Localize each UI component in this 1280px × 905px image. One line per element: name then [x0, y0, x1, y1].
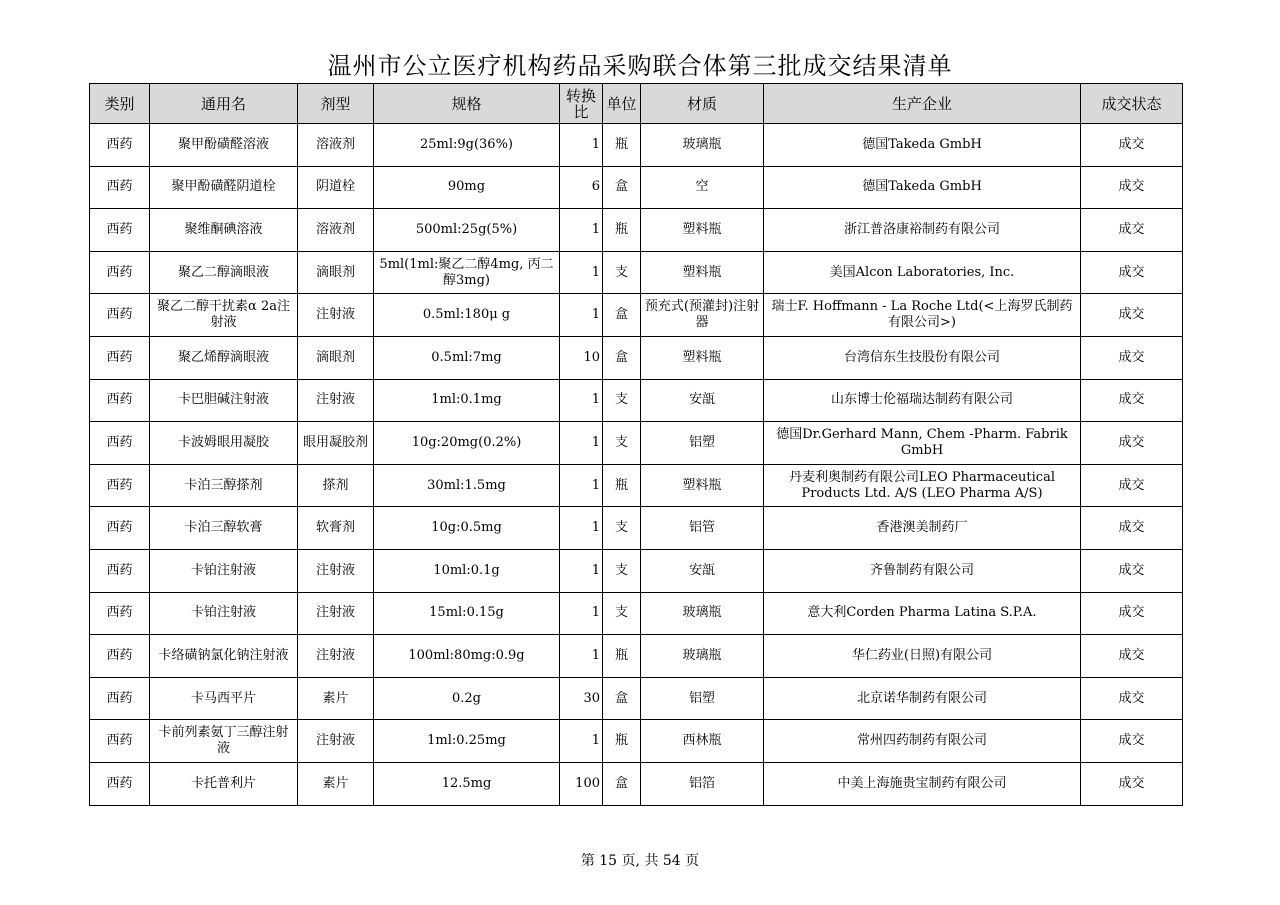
cell-conversion-ratio: 1	[560, 720, 603, 763]
cell-dosage-form: 滴眼剂	[298, 336, 374, 379]
header-dosage-form: 剂型	[298, 84, 374, 124]
cell-category: 西药	[90, 251, 150, 294]
cell-specification: 0.2g	[374, 677, 560, 720]
cell-material: 空	[641, 166, 764, 209]
cell-dosage-form: 素片	[298, 762, 374, 805]
cell-specification: 0.5ml:7mg	[374, 336, 560, 379]
cell-specification: 25ml:9g(36%)	[374, 124, 560, 167]
cell-specification: 1ml:0.1mg	[374, 379, 560, 422]
cell-generic-name: 聚乙二醇干扰素α 2a注射液	[150, 294, 298, 337]
cell-material: 铝箔	[641, 762, 764, 805]
cell-material: 玻璃瓶	[641, 124, 764, 167]
cell-specification: 15ml:0.15g	[374, 592, 560, 635]
cell-conversion-ratio: 6	[560, 166, 603, 209]
cell-conversion-ratio: 100	[560, 762, 603, 805]
cell-unit: 盒	[603, 166, 641, 209]
cell-unit: 瓶	[603, 124, 641, 167]
cell-specification: 0.5ml:180μ g	[374, 294, 560, 337]
cell-manufacturer: 德国Dr.Gerhard Mann, Chem -Pharm. Fabrik GmbH	[764, 422, 1081, 465]
cell-dosage-form: 滴眼剂	[298, 251, 374, 294]
cell-conversion-ratio: 1	[560, 294, 603, 337]
cell-manufacturer: 美国Alcon Laboratories, Inc.	[764, 251, 1081, 294]
cell-specification: 1ml:0.25mg	[374, 720, 560, 763]
cell-dosage-form: 注射液	[298, 635, 374, 678]
cell-conversion-ratio: 1	[560, 635, 603, 678]
cell-conversion-ratio: 10	[560, 336, 603, 379]
cell-category: 西药	[90, 464, 150, 507]
table-row	[90, 422, 1183, 465]
cell-generic-name: 卡泊三醇搽剂	[150, 464, 298, 507]
page-title: 温州市公立医疗机构药品采购联合体第三批成交结果清单	[327, 52, 953, 80]
cell-conversion-ratio: 1	[560, 592, 603, 635]
table-row	[90, 507, 1183, 550]
cell-generic-name: 卡络磺钠氯化钠注射液	[150, 635, 298, 678]
cell-specification: 30ml:1.5mg	[374, 464, 560, 507]
cell-deal-status: 成交	[1081, 251, 1183, 294]
cell-deal-status: 成交	[1081, 762, 1183, 805]
cell-generic-name: 聚乙二醇滴眼液	[150, 251, 298, 294]
table-row	[90, 209, 1183, 252]
header-material: 材质	[641, 84, 764, 124]
cell-unit: 支	[603, 379, 641, 422]
cell-material: 预充式(预灌封)注射器	[641, 294, 764, 337]
cell-category: 西药	[90, 422, 150, 465]
cell-deal-status: 成交	[1081, 720, 1183, 763]
cell-dosage-form: 注射液	[298, 592, 374, 635]
cell-material: 铝管	[641, 507, 764, 550]
cell-unit: 支	[603, 422, 641, 465]
cell-material: 安瓿	[641, 549, 764, 592]
cell-conversion-ratio: 1	[560, 549, 603, 592]
cell-category: 西药	[90, 635, 150, 678]
cell-dosage-form: 注射液	[298, 549, 374, 592]
cell-deal-status: 成交	[1081, 294, 1183, 337]
cell-generic-name: 卡泊三醇软膏	[150, 507, 298, 550]
cell-unit: 瓶	[603, 209, 641, 252]
table-row	[90, 379, 1183, 422]
cell-conversion-ratio: 1	[560, 379, 603, 422]
cell-deal-status: 成交	[1081, 166, 1183, 209]
cell-conversion-ratio: 30	[560, 677, 603, 720]
cell-material: 塑料瓶	[641, 209, 764, 252]
cell-dosage-form: 注射液	[298, 294, 374, 337]
cell-generic-name: 聚甲酚磺醛溶液	[150, 124, 298, 167]
table-row	[90, 464, 1183, 507]
cell-manufacturer: 德国Takeda GmbH	[764, 124, 1081, 167]
header-category: 类别	[90, 84, 150, 124]
cell-specification: 100ml:80mg:0.9g	[374, 635, 560, 678]
header-generic-name: 通用名	[150, 84, 298, 124]
table-row	[90, 124, 1183, 167]
cell-specification: 500ml:25g(5%)	[374, 209, 560, 252]
cell-unit: 支	[603, 549, 641, 592]
cell-conversion-ratio: 1	[560, 209, 603, 252]
cell-specification: 90mg	[374, 166, 560, 209]
table-row	[90, 294, 1183, 337]
cell-manufacturer: 山东博士伦福瑞达制药有限公司	[764, 379, 1081, 422]
cell-category: 西药	[90, 549, 150, 592]
header-manufacturer: 生产企业	[764, 84, 1081, 124]
cell-deal-status: 成交	[1081, 422, 1183, 465]
cell-dosage-form: 软膏剂	[298, 507, 374, 550]
cell-unit: 支	[603, 507, 641, 550]
cell-category: 西药	[90, 592, 150, 635]
cell-deal-status: 成交	[1081, 507, 1183, 550]
table-row	[90, 251, 1183, 294]
cell-category: 西药	[90, 379, 150, 422]
cell-conversion-ratio: 1	[560, 251, 603, 294]
cell-manufacturer: 浙江普洛康裕制药有限公司	[764, 209, 1081, 252]
cell-manufacturer: 华仁药业(日照)有限公司	[764, 635, 1081, 678]
cell-manufacturer: 丹麦利奥制药有限公司LEO Pharmaceutical Products Ltd. A/S (LEO Pharma A/S)	[764, 464, 1081, 507]
header-conversion-ratio: 转换比	[560, 84, 603, 124]
cell-deal-status: 成交	[1081, 592, 1183, 635]
cell-deal-status: 成交	[1081, 677, 1183, 720]
cell-manufacturer: 齐鲁制药有限公司	[764, 549, 1081, 592]
header-deal-status: 成交状态	[1081, 84, 1183, 124]
cell-material: 铝塑	[641, 677, 764, 720]
cell-generic-name: 卡铂注射液	[150, 549, 298, 592]
cell-generic-name: 卡波姆眼用凝胶	[150, 422, 298, 465]
cell-deal-status: 成交	[1081, 124, 1183, 167]
table-row	[90, 720, 1183, 763]
cell-generic-name: 卡前列素氨丁三醇注射液	[150, 720, 298, 763]
cell-generic-name: 聚维酮碘溶液	[150, 209, 298, 252]
header-specification: 规格	[374, 84, 560, 124]
cell-manufacturer: 台湾信东生技股份有限公司	[764, 336, 1081, 379]
cell-material: 塑料瓶	[641, 336, 764, 379]
cell-category: 西药	[90, 209, 150, 252]
cell-category: 西药	[90, 677, 150, 720]
cell-unit: 瓶	[603, 464, 641, 507]
cell-dosage-form: 溶液剂	[298, 209, 374, 252]
cell-specification: 10g:20mg(0.2%)	[374, 422, 560, 465]
cell-generic-name: 卡铂注射液	[150, 592, 298, 635]
table-row	[90, 336, 1183, 379]
cell-category: 西药	[90, 336, 150, 379]
cell-conversion-ratio: 1	[560, 507, 603, 550]
table-row	[90, 592, 1183, 635]
table-body	[90, 124, 1183, 806]
cell-deal-status: 成交	[1081, 379, 1183, 422]
cell-material: 安瓿	[641, 379, 764, 422]
cell-dosage-form: 溶液剂	[298, 124, 374, 167]
cell-category: 西药	[90, 762, 150, 805]
cell-unit: 盒	[603, 677, 641, 720]
cell-specification: 10g:0.5mg	[374, 507, 560, 550]
cell-unit: 支	[603, 592, 641, 635]
cell-deal-status: 成交	[1081, 549, 1183, 592]
table-row	[90, 677, 1183, 720]
cell-manufacturer: 北京诺华制药有限公司	[764, 677, 1081, 720]
cell-generic-name: 卡托普利片	[150, 762, 298, 805]
cell-material: 塑料瓶	[641, 464, 764, 507]
cell-manufacturer: 德国Takeda GmbH	[764, 166, 1081, 209]
cell-dosage-form: 素片	[298, 677, 374, 720]
cell-conversion-ratio: 1	[560, 464, 603, 507]
table-row	[90, 762, 1183, 805]
cell-material: 玻璃瓶	[641, 635, 764, 678]
cell-specification: 5ml(1ml:聚乙二醇4mg, 丙二醇3mg)	[374, 251, 560, 294]
cell-dosage-form: 搽剂	[298, 464, 374, 507]
cell-manufacturer: 常州四药制药有限公司	[764, 720, 1081, 763]
cell-material: 玻璃瓶	[641, 592, 764, 635]
cell-deal-status: 成交	[1081, 209, 1183, 252]
cell-unit: 盒	[603, 294, 641, 337]
table-row	[90, 166, 1183, 209]
cell-generic-name: 聚甲酚磺醛阴道栓	[150, 166, 298, 209]
cell-material: 西林瓶	[641, 720, 764, 763]
cell-category: 西药	[90, 507, 150, 550]
cell-unit: 瓶	[603, 720, 641, 763]
cell-deal-status: 成交	[1081, 635, 1183, 678]
cell-category: 西药	[90, 124, 150, 167]
cell-dosage-form: 眼用凝胶剂	[298, 422, 374, 465]
cell-manufacturer: 瑞士F. Hoffmann - La Roche Ltd(<上海罗氏制药有限公司>)	[764, 294, 1081, 337]
table-row	[90, 549, 1183, 592]
cell-dosage-form: 注射液	[298, 720, 374, 763]
results-table	[89, 83, 1183, 806]
cell-unit: 盒	[603, 336, 641, 379]
cell-material: 塑料瓶	[641, 251, 764, 294]
cell-unit: 瓶	[603, 635, 641, 678]
cell-category: 西药	[90, 294, 150, 337]
cell-unit: 支	[603, 251, 641, 294]
cell-dosage-form: 阴道栓	[298, 166, 374, 209]
table-header-row	[90, 84, 1183, 124]
cell-generic-name: 聚乙烯醇滴眼液	[150, 336, 298, 379]
cell-manufacturer: 意大利Corden Pharma Latina S.P.A.	[764, 592, 1081, 635]
cell-deal-status: 成交	[1081, 336, 1183, 379]
header-unit: 单位	[603, 84, 641, 124]
cell-conversion-ratio: 1	[560, 124, 603, 167]
cell-category: 西药	[90, 166, 150, 209]
cell-specification: 10ml:0.1g	[374, 549, 560, 592]
cell-dosage-form: 注射液	[298, 379, 374, 422]
cell-conversion-ratio: 1	[560, 422, 603, 465]
cell-category: 西药	[90, 720, 150, 763]
cell-generic-name: 卡巴胆碱注射液	[150, 379, 298, 422]
cell-unit: 盒	[603, 762, 641, 805]
cell-generic-name: 卡马西平片	[150, 677, 298, 720]
cell-specification: 12.5mg	[374, 762, 560, 805]
table-row	[90, 635, 1183, 678]
cell-material: 铝塑	[641, 422, 764, 465]
cell-manufacturer: 中美上海施贵宝制药有限公司	[764, 762, 1081, 805]
cell-manufacturer: 香港澳美制药厂	[764, 507, 1081, 550]
cell-deal-status: 成交	[1081, 464, 1183, 507]
page-number: 第 15 页, 共 54 页	[580, 853, 700, 869]
